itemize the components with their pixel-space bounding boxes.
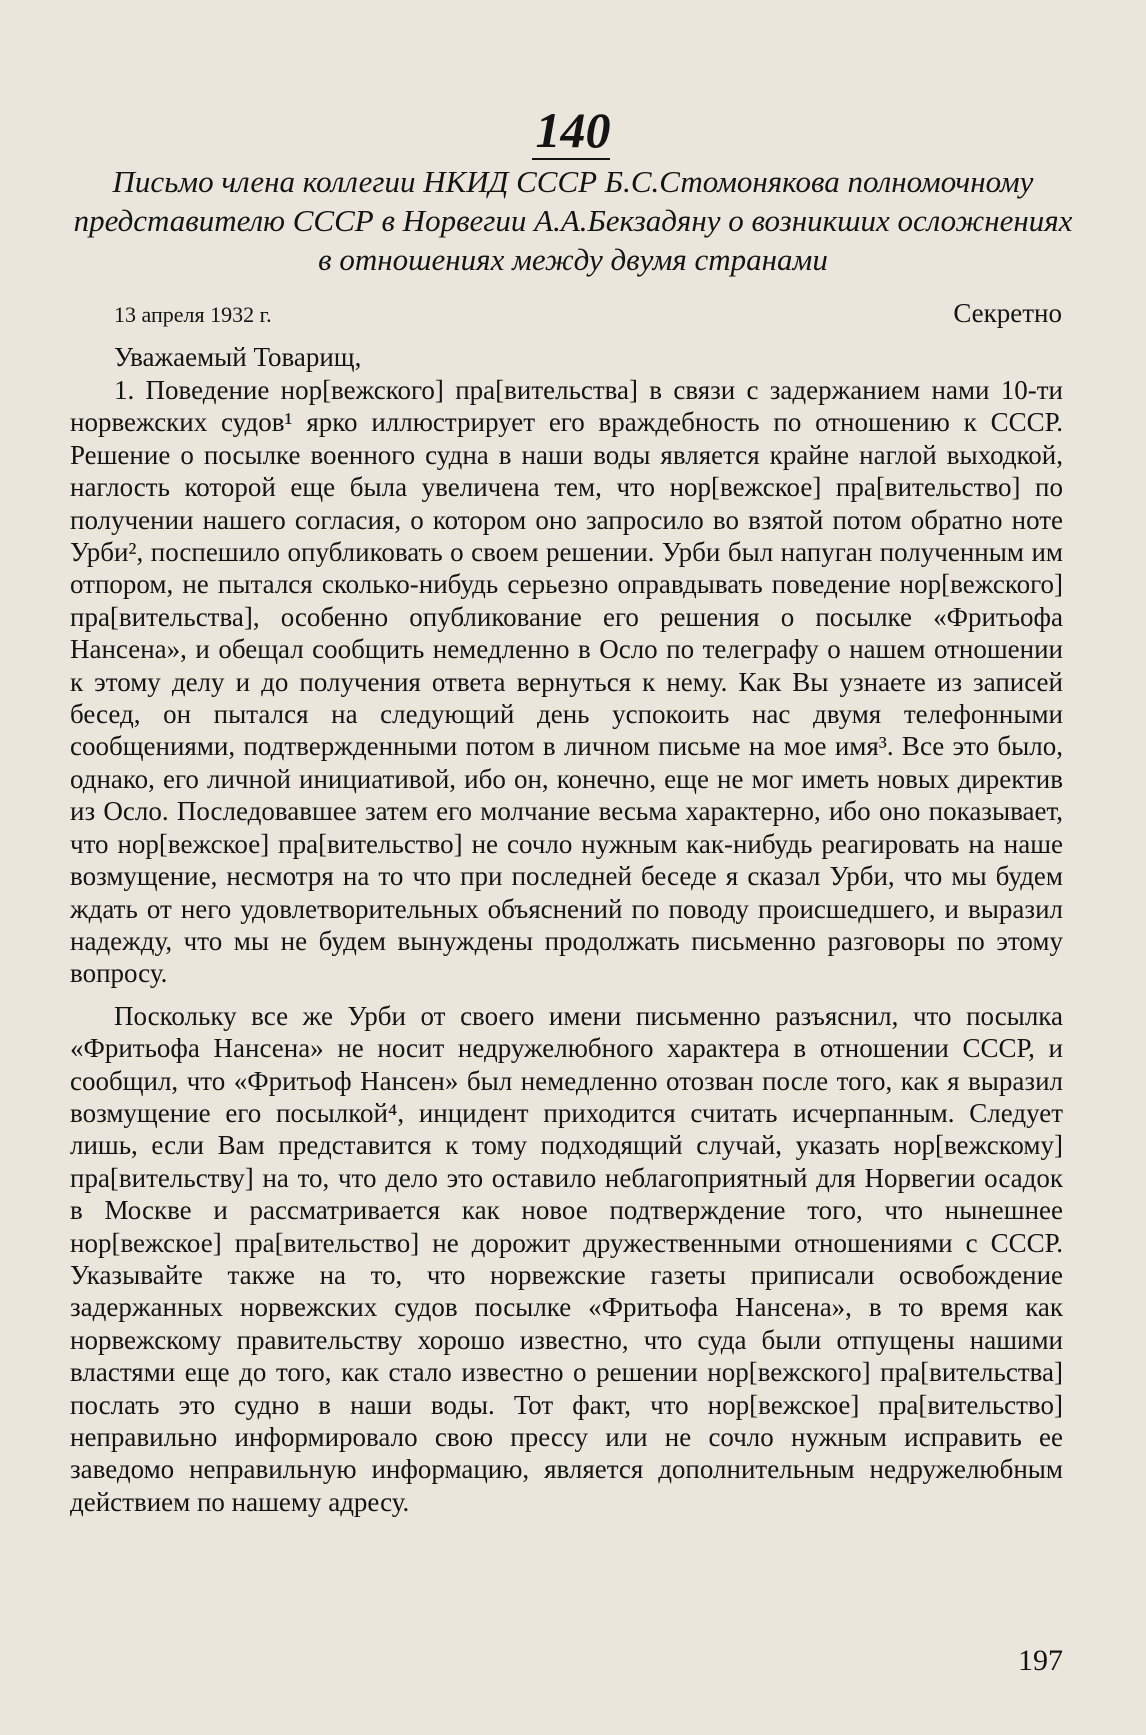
document-date: 13 апреля 1932 г. [114, 302, 272, 327]
body-paragraph: 1. Поведение нор[вежского] пра[вительства] в связи с задержанием нами 10-ти норвежских судов¹ ярко иллюстрирует его враждебность по отношению к СССР. Решение о посылке военного судна в наши воды является крайне наглой выходкой, наглость которой еще была увеличена тем, что нор[вежское] пра[вительство] по получении нашего согласия, о котором оно запросило во взятой потом обратно ноте Урби², поспешило опубликовать о своем решении. Урби был напуган полученным им отпором, не пытался сколько-нибудь серьезно оправдывать поведение нор[вежского] пра[вительства], особенно опубликование его решения о посылке «Фритьофа Нансена», и обещал сообщить немедленно в Осло по телеграфу о нашем отношении к этому делу и до получения ответа вернуться к нему. Как Вы узнаете из записей бесед, он пытался на следующий день успокоить нас двумя телефонными сообщениями, подтвержденными потом в личном письме на мое имя³. Все это было, однако, его личной инициативой, ибо он, конечно, еще не мог иметь новых директив из Осло. Последовавшее затем его молчание весьма характерно, ибо оно показывает, что нор[вежское] пра[вительство] не сочло нужным как-нибудь реагировать на наше возмущение, несмотря на то что при последней беседе я сказал Урби, что мы будем ждать от него удовлетворительных объяснений по поводу происшедшего, и выразил надежду, что мы не будем вынуждены продолжать письменно разговоры по этому вопросу. [70, 375, 1063, 989]
document-title: Письмо члена коллегии НКИД СССР Б.С.Стомонякова полномочному представителю СССР в Норвегии А.А.Бекзадяну о возникших осложнениях в отношениях между двумя странами [73, 164, 1073, 277]
document-meta [114, 298, 1062, 334]
classification-label: Секретно [953, 298, 1062, 328]
page-number: 197 [1018, 1644, 1063, 1677]
letter-body [70, 374, 1063, 1518]
letter-greeting: Уважаемый Товарищ, [114, 342, 362, 372]
number-underline [532, 158, 610, 160]
document-number: 140 [535, 102, 611, 158]
body-paragraph: Поскольку все же Урби от своего имени письменно разъяснил, что посылка «Фритьофа Нансена» не носит недружелюбного характера в отношении СССР, и сообщил, что «Фритьоф Нансен» был немедленно отозван после того, как я выразил возмущение его посылкой⁴, инцидент приходится считать исчерпанным. Следует лишь, если Вам представится к тому подходящий случай, указать нор[вежскому] пра[вительству] на то, что дело это оставило неблагоприятный для Норвегии осадок в Москве и рассматривается как новое подтверждение того, что нынешнее нор[вежское] пра[вительство] не дорожит дружественными отношениями с СССР. Указывайте также на то, что норвежские газеты приписали освобождение задержанных норвежских судов посылке «Фритьофа Нансена», в то время как норвежскому правительству хорошо известно, что суда были отпущены нашими властями еще до того, как стало известно о решении нор[вежского] пра[вительства] послать это судно в наши воды. Тот факт, что нор[вежское] пра[вительство] неправильно информировало свою прессу или не сочло нужным исправить ее заведомо неправильную информацию, является дополнительным недружелюбным действием по нашему адресу. [70, 1000, 1063, 1517]
